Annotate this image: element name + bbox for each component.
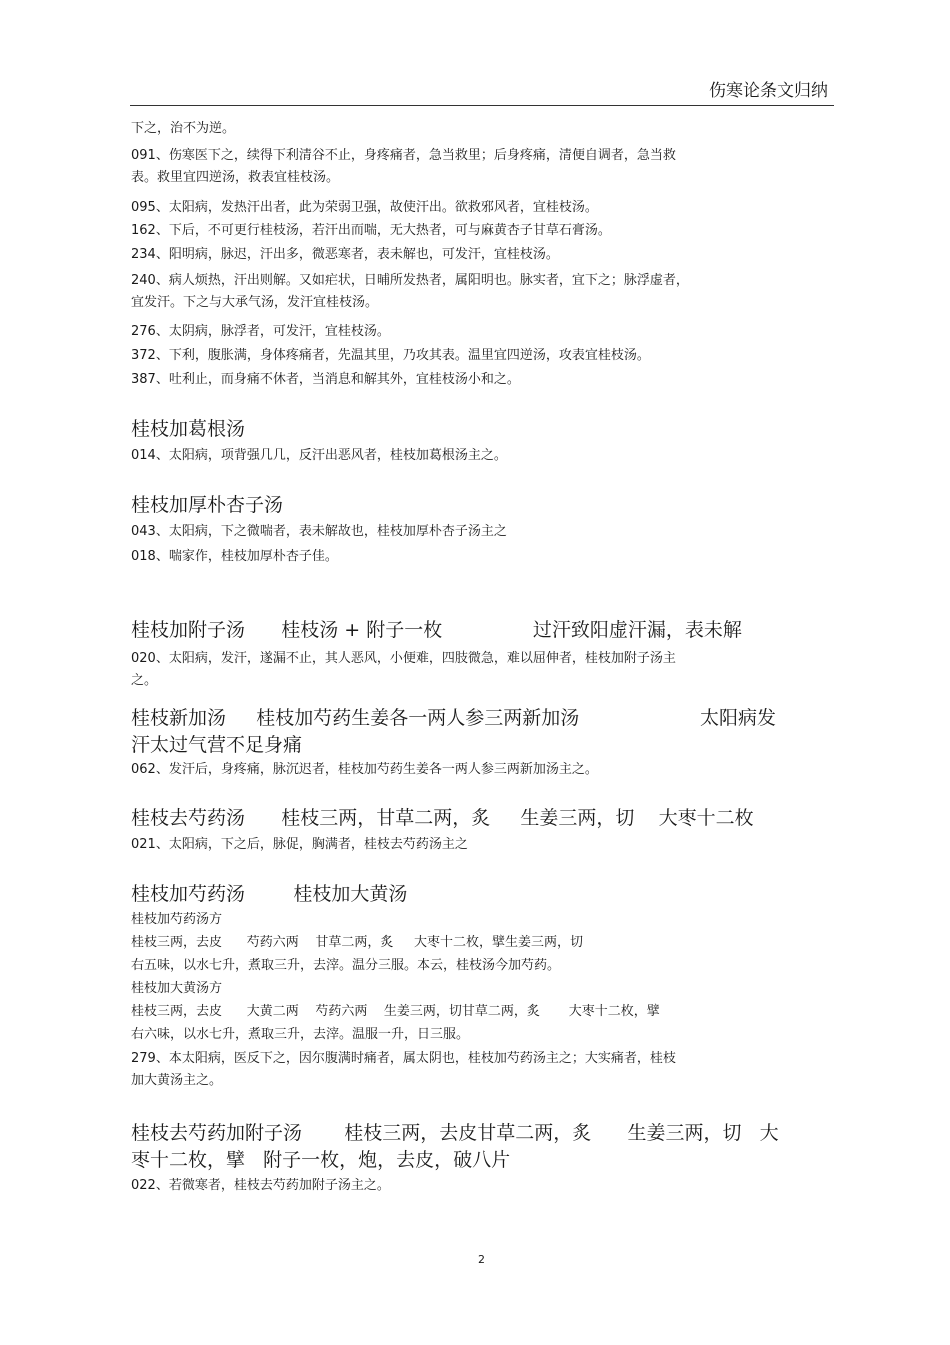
section-heading: 桂枝去芍药汤 桂枝三两，甘草二两，炙 生姜三两，切 大枣十二枚	[131, 807, 754, 829]
text-paragraph: 062、发汗后，身疼痛，脉沉迟者，桂枝加芍药生姜各一两人参三两新加汤主之。	[131, 762, 598, 777]
text-paragraph: 091、伤寒医下之，续得下利清谷不止，身疼痛者，急当救里；后身疼痛，清便自调者，急当救 表。救里宜四逆汤，救表宜桂枝汤。	[131, 148, 676, 185]
text-paragraph: 387、吐利止，而身痛不休者，当消息和解其外，宜桂枝汤小和之。	[131, 372, 520, 387]
text-paragraph: 022、若微寒者，桂枝去芍药加附子汤主之。	[131, 1178, 390, 1193]
text-paragraph: 095、太阳病，发热汗出者，此为荣弱卫强，故使汗出。欲救邪风者，宜桂枝汤。	[131, 200, 598, 215]
text-paragraph: 276、太阴病，脉浮者，可发汗，宜桂枝汤。	[131, 324, 390, 339]
text-paragraph: 021、太阳病，下之后，脉促，胸满者，桂枝去芍药汤主之	[131, 837, 468, 852]
text-paragraph: 234、阳明病，脉迟，汗出多，微恶寒者，表未解也，可发汗，宜桂枝汤。	[131, 247, 559, 262]
text-paragraph: 桂枝加大黄汤方	[131, 981, 223, 996]
section-heading: 桂枝加厚朴杏子汤	[131, 494, 284, 516]
text-paragraph: 右六味，以水七升，煮取三升，去滓。温服一升，日三服。	[131, 1027, 470, 1042]
page-header	[130, 75, 834, 106]
text-paragraph: 018、喘家作，桂枝加厚朴杏子佳。	[131, 549, 338, 564]
text-paragraph: 043、太阳病，下之微喘者，表未解故也，桂枝加厚朴杏子汤主之	[131, 524, 507, 539]
text-paragraph: 桂枝三两，去皮 大黄二两 芍药六两 生姜三两，切甘草二两，炙 大枣十二枚，擘	[131, 1004, 660, 1019]
section-heading: 桂枝加附子汤 桂枝汤 + 附子一枚 过汗致阳虚汗漏，表未解	[131, 619, 742, 641]
text-paragraph: 240、病人烦热，汗出则解。又如疟状，日晡所发热者，属阳明也。脉实者，宜下之；脉浮虚者， 宜发汗。下之与大承气汤，发汗宜桂枝汤。	[131, 273, 689, 310]
text-paragraph: 020、太阳病，发汗，遂漏不止，其人恶风，小便难，四肢微急，难以屈伸者，桂枝加附子汤主 之。	[131, 651, 676, 688]
text-paragraph: 279、本太阳病，医反下之，因尔腹满时痛者，属太阴也，桂枝加芍药汤主之；大实痛者，桂枝 加大黄汤主之。	[131, 1051, 676, 1088]
text-paragraph: 桂枝三两，去皮 芍药六两 甘草二两，炙 大枣十二枚，擘生姜三两，切	[131, 935, 583, 950]
section-heading: 桂枝加芍药汤 桂枝加大黄汤	[131, 883, 408, 905]
header-title: 伤寒论条文归纳	[709, 81, 828, 101]
section-heading: 桂枝去芍药加附子汤 桂枝三两，去皮甘草二两，炙 生姜三两，切 大 枣十二枚，擘 附子一枚，炮，去皮，破八片	[131, 1122, 779, 1171]
text-paragraph: 162、下后，不可更行桂枝汤，若汗出而喘，无大热者，可与麻黄杏子甘草石膏汤。	[131, 223, 611, 238]
section-heading: 桂枝新加汤 桂枝加芍药生姜各一两人参三两新加汤 太阳病发 汗太过气营不足身痛	[131, 707, 776, 756]
text-paragraph: 014、太阳病，项背强几几，反汗出恶风者，桂枝加葛根汤主之。	[131, 448, 507, 463]
text-paragraph: 372、下利，腹胀满，身体疼痛者，先温其里，乃攻其表。温里宜四逆汤，攻表宜桂枝汤。	[131, 348, 650, 363]
text-paragraph: 下之，治不为逆。	[131, 121, 236, 136]
text-paragraph: 桂枝加芍药汤方	[131, 912, 223, 927]
text-paragraph: 右五味，以水七升，煮取三升，去滓。温分三服。本云，桂枝汤今加芍药。	[131, 958, 561, 973]
section-heading: 桂枝加葛根汤	[131, 418, 246, 440]
page-number: 2	[478, 1253, 485, 1266]
